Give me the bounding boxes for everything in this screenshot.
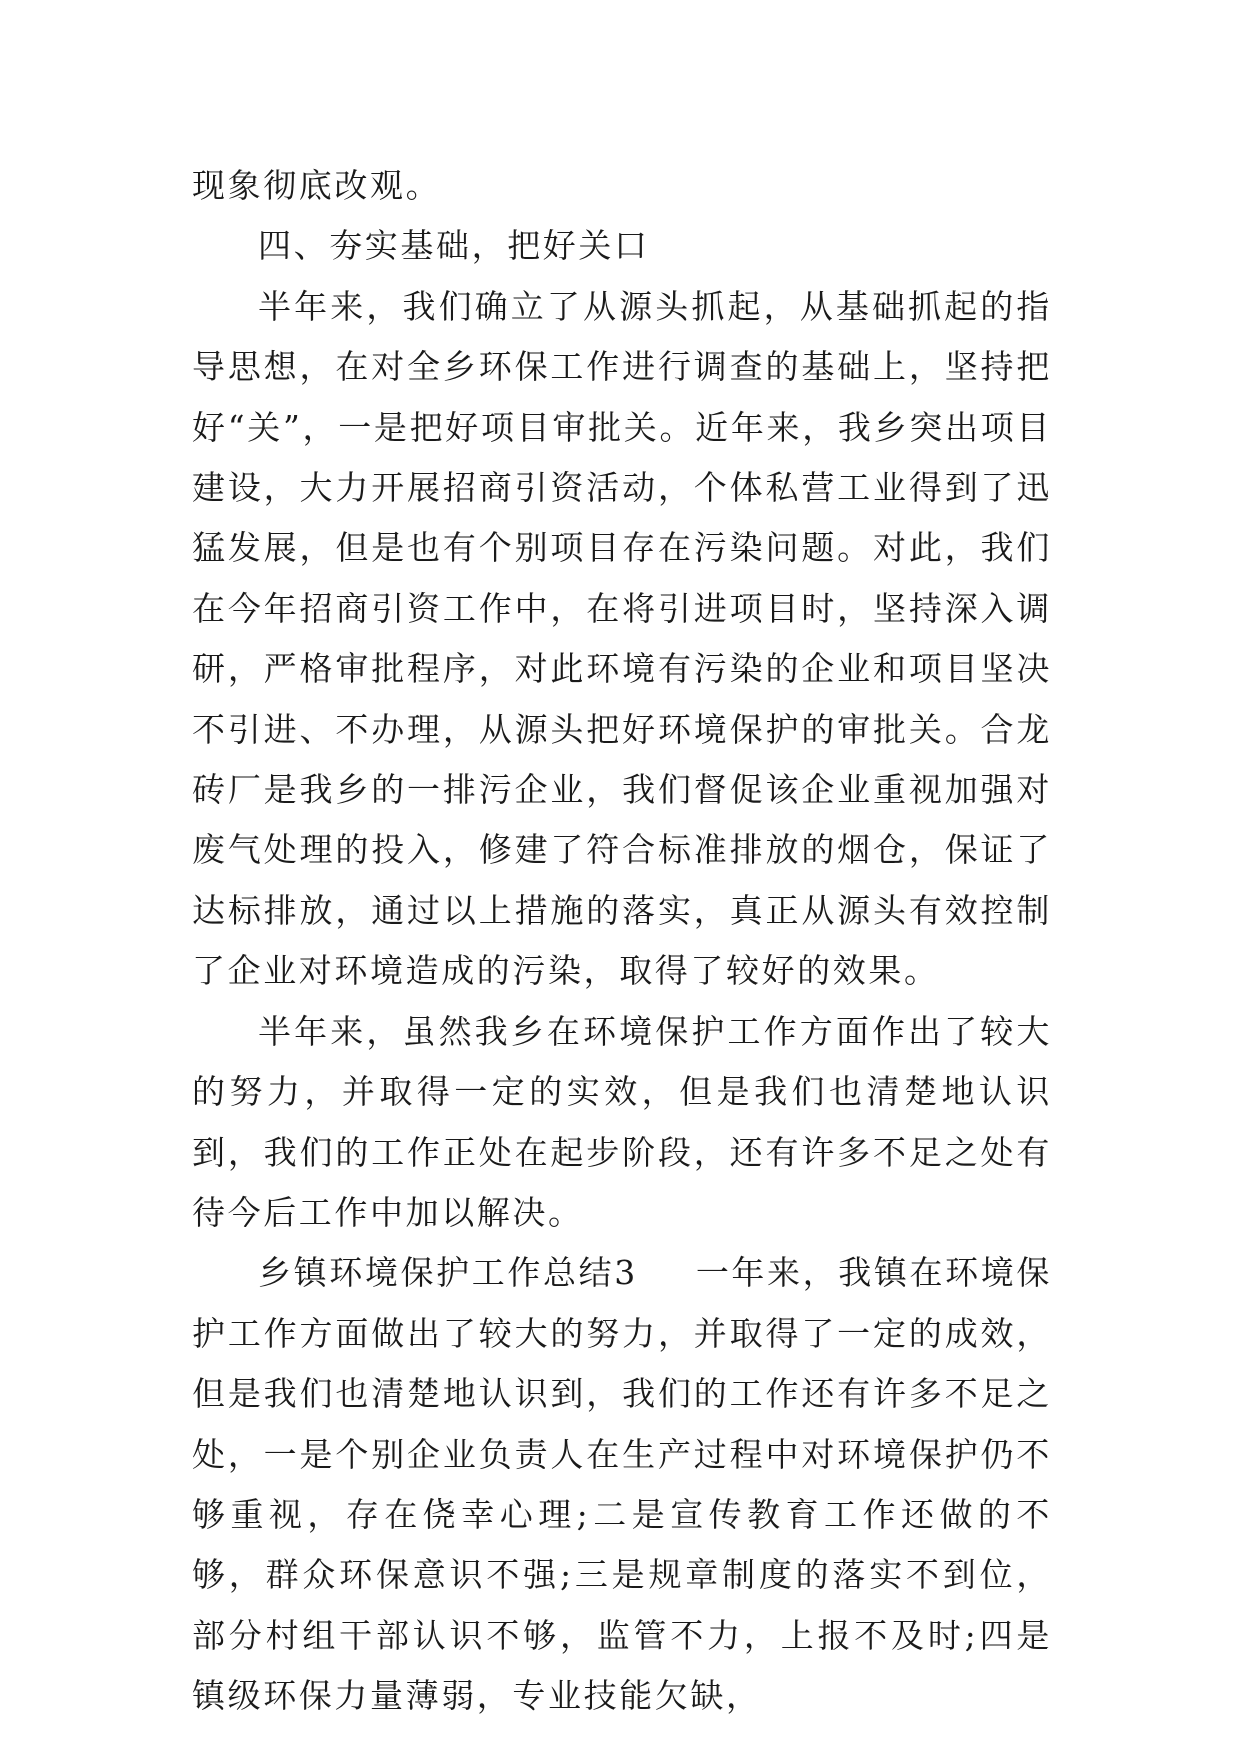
paragraph: 半年来，虽然我乡在环境保护工作方面作出了较大的努力，并取得一定的实效，但是我们也清楚地认识到，我们的工作正处在起步阶段，还有许多不足之处有待今后工作中加以解决。	[192, 1011, 1052, 1232]
article-title: 乡镇环境保护工作总结3	[258, 1253, 638, 1293]
section-heading: 四、夯实基础，把好关口	[258, 226, 650, 266]
paragraph-continuation: 现象彻底改观。	[192, 166, 442, 205]
paragraph-body: 一年来，我镇在环境保护工作方面做出了较大的努力，并取得了一定的成效，但是我们也清楚地认识到，我们的工作还有许多不足之处，一是个别企业负责人在生产过程中对环境保护仍不够重视，存在侥幸心理;二是宣传教育工作还做的不够，群众环保意识不强;三是规章制度的落实不到位，部分村组干部认识不够，监管不力，上报不及时;四是镇级环保力量薄弱，专业技能欠缺，	[192, 1253, 1052, 1716]
paragraph: 半年来，我们确立了从源头抓起，从基础抓起的指导思想，在对全乡环保工作进行调查的基础上，坚持把好“关”，一是把好项目审批关。近年来，我乡突出项目建设，大力开展招商引资活动，个体私营工业得到了迅猛发展，但是也有个别项目存在污染问题。对此，我们在今年招商引资工作中，在将引进项目时，坚持深入调研，严格审批程序，对此环境有污染的企业和项目坚决不引进、不办理，从源头把好环境保护的审批关。合龙砖厂是我乡的一排污企业，我们督促该企业重视加强对废气处理的投入，修建了符合标准排放的烟仓，保证了达标排放，通过以上措施的落实，真正从源头有效控制了企业对环境造成的污染，取得了较好的效果。	[192, 286, 1052, 991]
document-body	[192, 156, 1052, 1727]
paragraph-with-title	[192, 1243, 1052, 1726]
